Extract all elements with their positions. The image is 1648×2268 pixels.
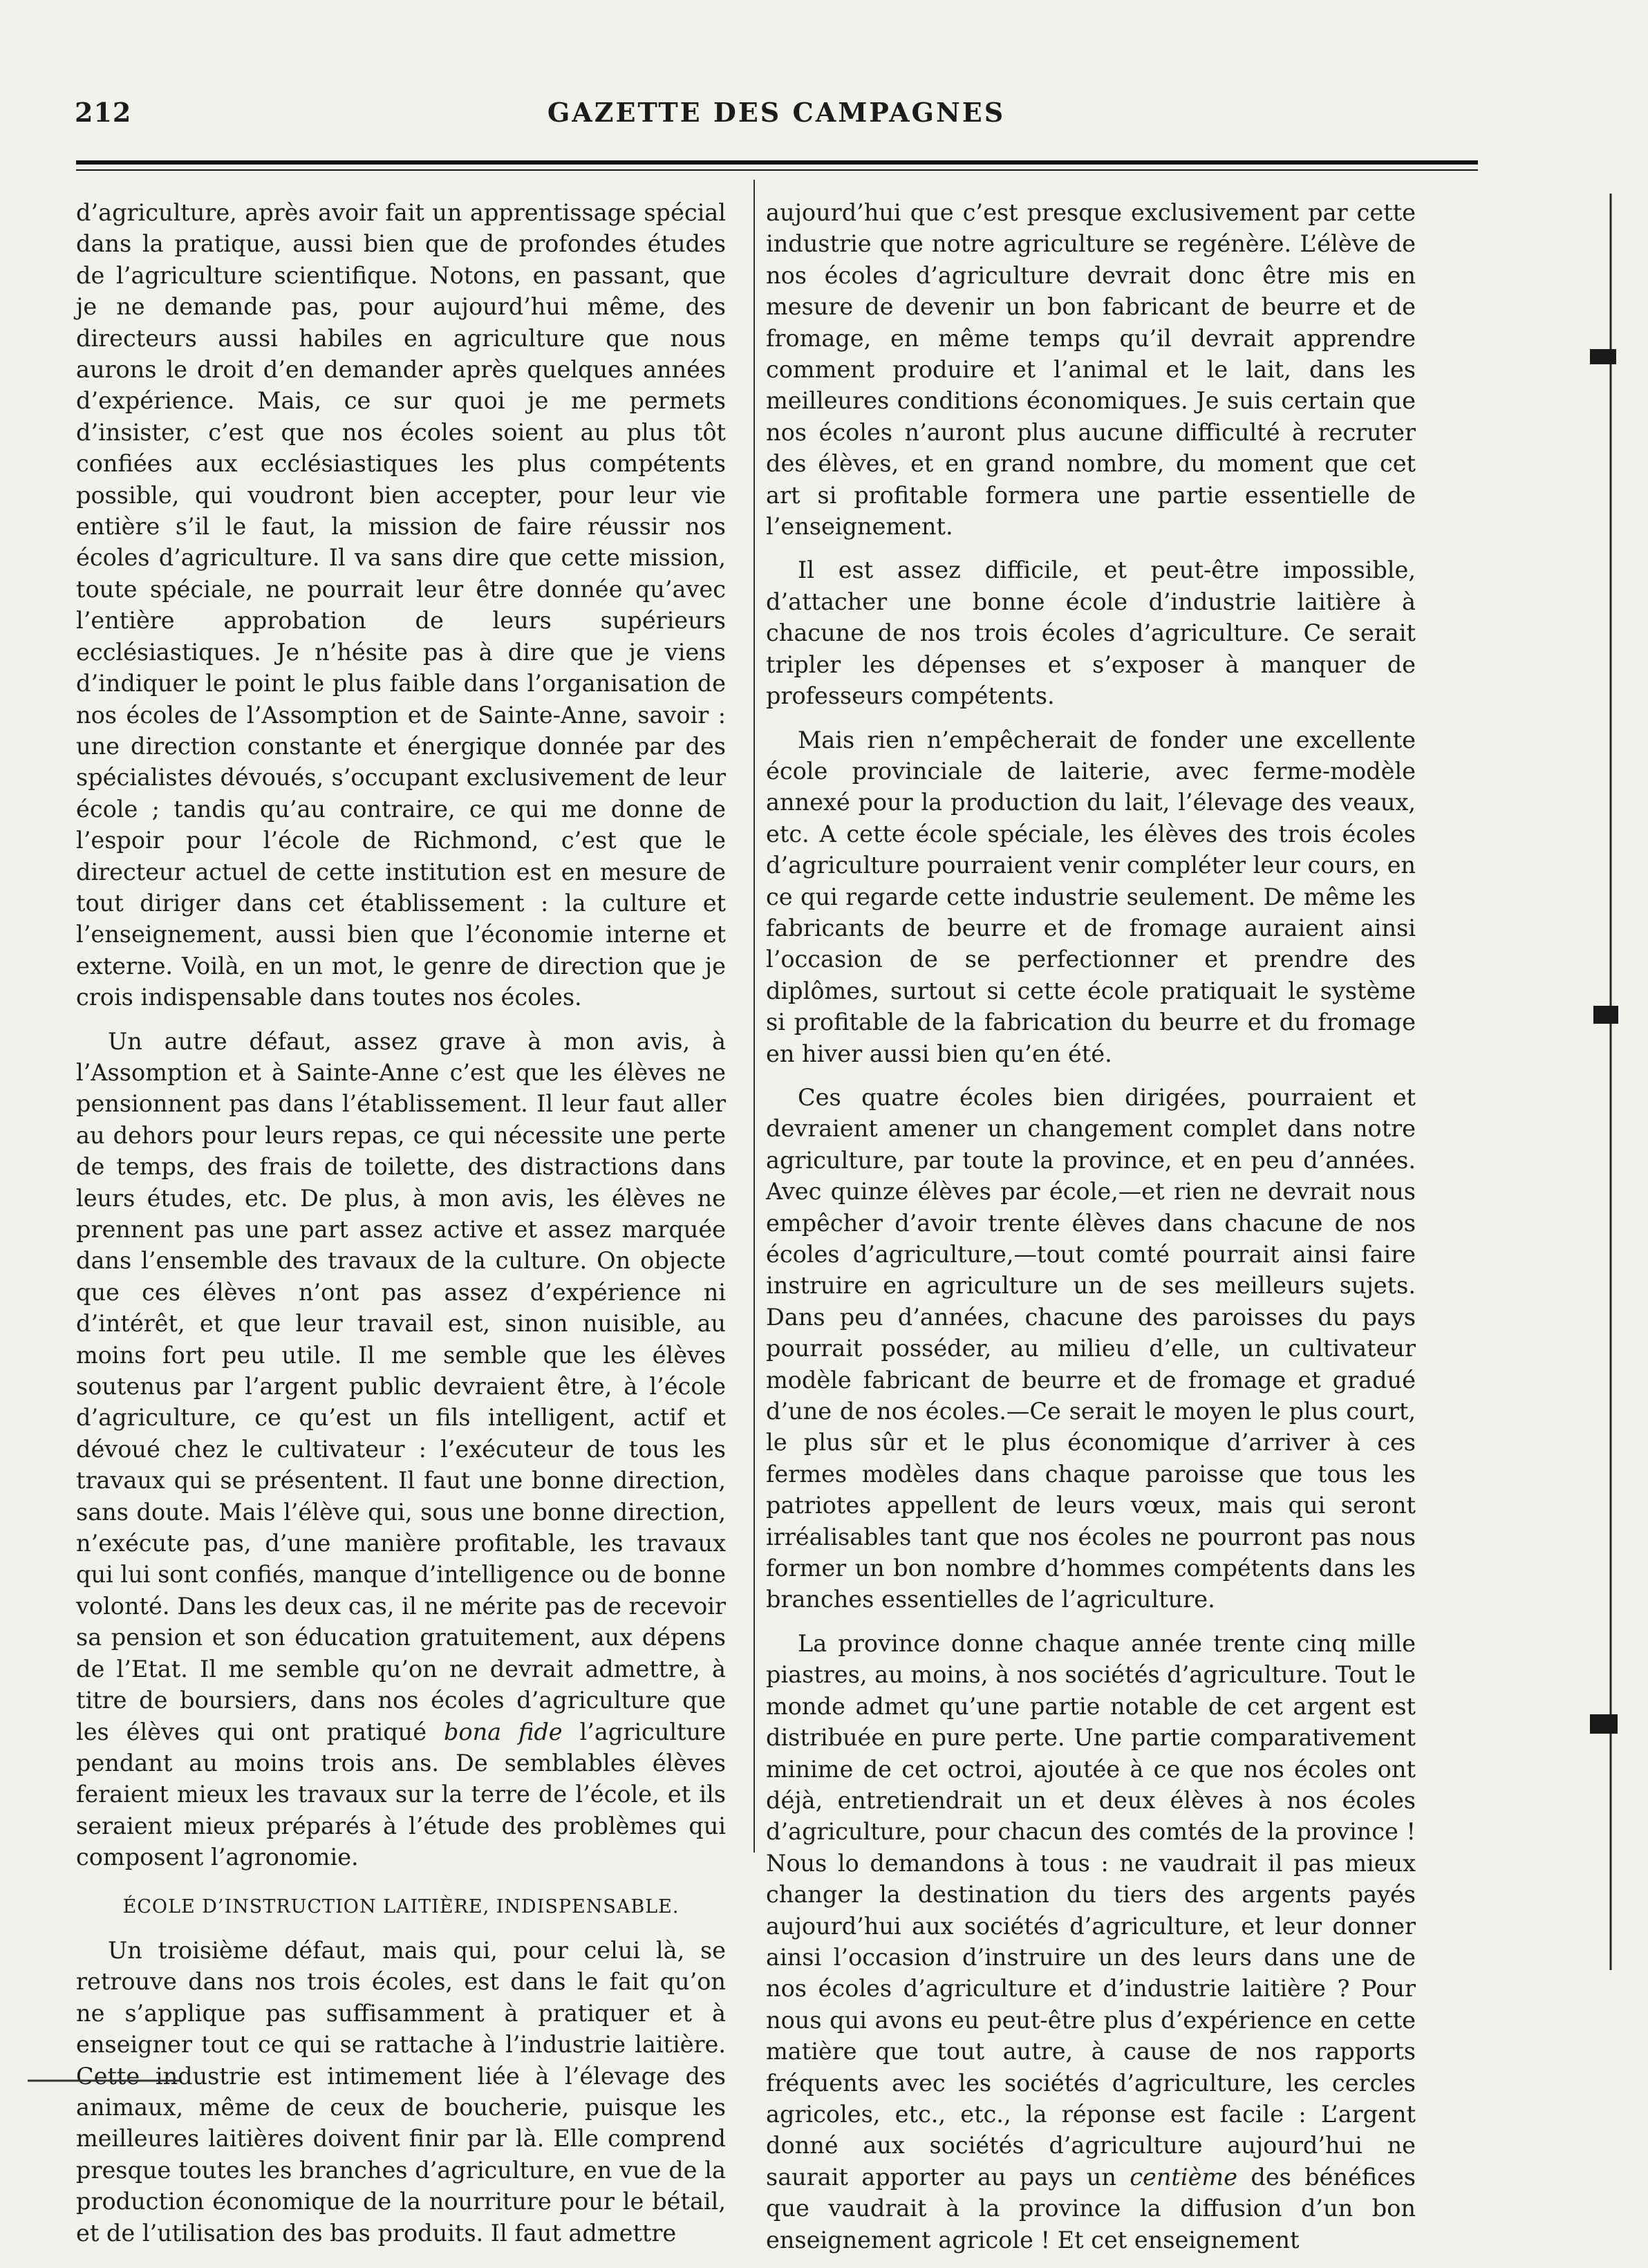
right-paragraph-2: Il est assez difficile, et peut-être impossible, d’attacher une bonne école d’industrie laitière à chacune de nos trois écoles d’agriculture. Ce serait tripler les dépenses et s’exposer à manquer de professeurs compétents. bbox=[766, 556, 1416, 710]
right-paragraph-5-italic: centième bbox=[1130, 2163, 1238, 2191]
header-rule-thin bbox=[76, 169, 1478, 171]
left-paragraph-2-end: l’agriculture pendant au moins trois ans. De semblables élèves feraient mieux les travaux sur la terre de l’école, et ils seraient mieux préparés à l’étude des problèmes qui composent l’agronomie. bbox=[76, 1718, 726, 1871]
edge-blot-1 bbox=[1590, 349, 1616, 364]
page-header bbox=[75, 97, 1478, 138]
column-divider bbox=[753, 180, 755, 1853]
right-paragraph-3: Mais rien n’empêcherait de fonder une excellente école provinciale de laiterie, avec ferme-modèle annexé pour la production du lait, l’élevage des veaux, etc. A cette école spéciale, les élèves des trois écoles d’agriculture pourraient venir compléter leur cours, en ce qui regarde cette industrie seulement. De même les fabricants de beurre et de fromage auraient ainsi l’occasion de se perfectionner et prendre des diplômes, surtout si cette école pratiquait le système si profitable de la fabrication du beurre et du fromage en hiver aussi bien qu’en été. bbox=[766, 726, 1416, 1067]
page-number: 212 bbox=[75, 97, 132, 128]
left-paragraph-3: Un troisième défaut, mais qui, pour celui là, se retrouve dans nos trois écoles, est dans le fait qu’on ne s’applique pas suffisamment à pratiquer et à enseigner tout ce qui se rattache à l’industrie laitière. Cette industrie est intimement liée à l’élevage des animaux, même de ceux de boucherie, puisque les meilleures laitières doivent finir par là. Elle comprend presque toutes les branches d’agriculture, en vue de la production économique de la nourriture pour le bétail, et de l’utilisation des bas produits. Il faut admettre bbox=[76, 1936, 726, 2247]
left-paragraph-2 bbox=[76, 1026, 726, 1873]
right-paragraph-5-text: La province donne chaque année trente cinq mille piastres, au moins, à nos sociétés d’agriculture. Tout le monde admet qu’une partie notable de cet argent est distribuée en pure perte. Une partie comparativement minime de cet octroi, ajoutée à ce que nos écoles ont déjà, entretiendrait un et deux élèves à nos écoles d’agriculture, pour chacun des comtés de la province ! Nous lo demandons à tous : ne vaudrait il pas mieux changer la destination du tiers des argents payés aujourd’hui aux sociétés d’agriculture, et leur donner ainsi l’occasion d’instruire un des leurs dans une de nos écoles d’agriculture et d’industrie laitière ? Pour nous qui avons eu peut-être plus d’expérience en cette matière que tout autre, à cause de nos rapports fréquents avec les sociétés d’agriculture, les cercles agricoles, etc., etc., la réponse est facile : L’argent donné aux sociétés d’agriculture aujourd’hui ne saurait apporter au pays un bbox=[766, 1629, 1416, 2191]
header-rule-thick bbox=[76, 160, 1478, 165]
right-paragraph-4: Ces quatre écoles bien dirigées, pourraient et devraient amener un changement complet dans notre agriculture, par toute la province, et en peu d’années. Avec quinze élèves par école,—et rien ne devrait nous empêcher d’avoir trente élèves dans chacune de nos écoles d’agriculture,—tout comté pourrait ainsi faire instruire en agriculture un de ses meilleurs sujets. Dans peu d’années, chacune des paroisses du pays pourrait posséder, au milieu d’elle, un cultivateur modèle fabricant de beurre et de fromage et gradué d’une de nos écoles.—Ce serait le moyen le plus court, le plus sûr et le plus économique d’arriver à ces fermes modèles dans chaque paroisse que tous les patriotes appellent de leurs vœux, mais qui seront irréalisables tant que nos écoles ne pourront pas nous former un bon nombre d’hommes compétents dans les branches essentielles de l’agriculture. bbox=[766, 1083, 1416, 1613]
section-heading: ÉCOLE D’INSTRUCTION LAITIÈRE, INDISPENSABLE. bbox=[122, 1895, 680, 1918]
right-paragraph-5-end: des bénéfices que vaudrait à la province la diffusion d’un bon enseignement agricole ! Et cet enseignement bbox=[766, 2163, 1416, 2253]
right-paragraph-1: aujourd’hui que c’est presque exclusivement par cette industrie que notre agriculture se regénère. L’élève de nos écoles d’agriculture devrait donc être mis en mesure de devenir un bon fabricant de beurre et de fromage, en même temps qu’il devrait apprendre comment produire et l’animal et le lait, dans les meilleures conditions économiques. Je suis certain que nos écoles n’auront plus aucune difficulté à recruter des élèves, et en grand nombre, du moment que cet art si profitable formera une partie essentielle de l’enseignement. bbox=[766, 199, 1416, 541]
left-paragraph-1: d’agriculture, après avoir fait un apprentissage spécial dans la pratique, aussi bien que de profondes études de l’agriculture scientifique. Notons, en passant, que je ne demande pas, pour aujourd’hui même, des directeurs aussi habiles en agriculture que nous aurons le droit d’en demander après quelques années d’expérience. Mais, ce sur quoi je me permets d’insister, c’est que nos écoles soient au plus tôt confiées aux ecclésiastiques les plus compétents possible, qui voudront bien accepter, pour leur vie entière s’il le faut, la mission de faire réussir nos écoles d’agriculture. Il va sans dire que cette mission, toute spéciale, ne pourrait leur être donnée qu’avec l’entière approbation de leurs supérieurs ecclésiastiques. Je n’hésite pas à dire que je viens d’indiquer le point le plus faible dans l’organisation de nos écoles de l’Assomption et de Sainte-Anne, savoir : une direction constante et énergique donnée par des spécialistes dévoués, s’occupant exclusivement de leur école ; tandis qu’au contraire, ce qui me donne de l’espoir pour l’école de Richmond, c’est que le directeur actuel de cette institution est en mesure de tout diriger dans cet établissement : la culture et l’enseignement, aussi bien que l’économie interne et externe. Voilà, en un mot, le genre de direction que je crois indispensable dans toutes nos écoles. bbox=[76, 199, 726, 1011]
edge-blot-3 bbox=[1590, 1714, 1618, 1734]
running-title: GAZETTE DES CAMPAGNES bbox=[547, 97, 1006, 128]
right-column bbox=[766, 197, 1416, 2268]
left-paragraph-2-text: Un autre défaut, assez grave à mon avis, à l’Assomption et à Sainte-Anne c’est que les élèves ne pensionnent pas dans l’établissement. Il leur faut aller au dehors pour leurs repas, ce qui nécessite une perte de temps, des frais de toilette, des distractions dans leurs études, etc. De plus, à mon avis, les élèves ne prennent pas une part assez active et assez marquée dans l’ensemble des travaux de la culture. On objecte que ces élèves n’ont pas assez d’expérience ni d’intérêt, et que leur travail est, sinon nuisible, au moins fort peu utile. Il me semble que les élèves soutenus par l’argent public devraient être, à l’école d’agriculture, ce qu’est un fils intelligent, actif et dévoué chez le cultivateur : l’exécuteur de tous les travaux qui se présentent. Il faut une bonne direction, sans doute. Mais l’élève qui, sous une bonne direction, n’exécute pas, d’une manière profitable, les travaux qui lui sont confiés, manque d’intelligence ou de bonne volonté. Dans les deux cas, il ne mérite pas de recevoir sa pension et son éducation gratuitement, aux dépens de l’Etat. Il me semble qu’on ne devrait admettre, à titre de boursiers, dans nos écoles d’agriculture que les élèves qui ont pratiqué bbox=[76, 1027, 726, 1745]
left-column bbox=[76, 197, 726, 2261]
left-paragraph-2-italic: bona fide bbox=[443, 1718, 563, 1745]
right-paragraph-5 bbox=[766, 1628, 1416, 2256]
edge-blot-2 bbox=[1593, 1006, 1618, 1024]
